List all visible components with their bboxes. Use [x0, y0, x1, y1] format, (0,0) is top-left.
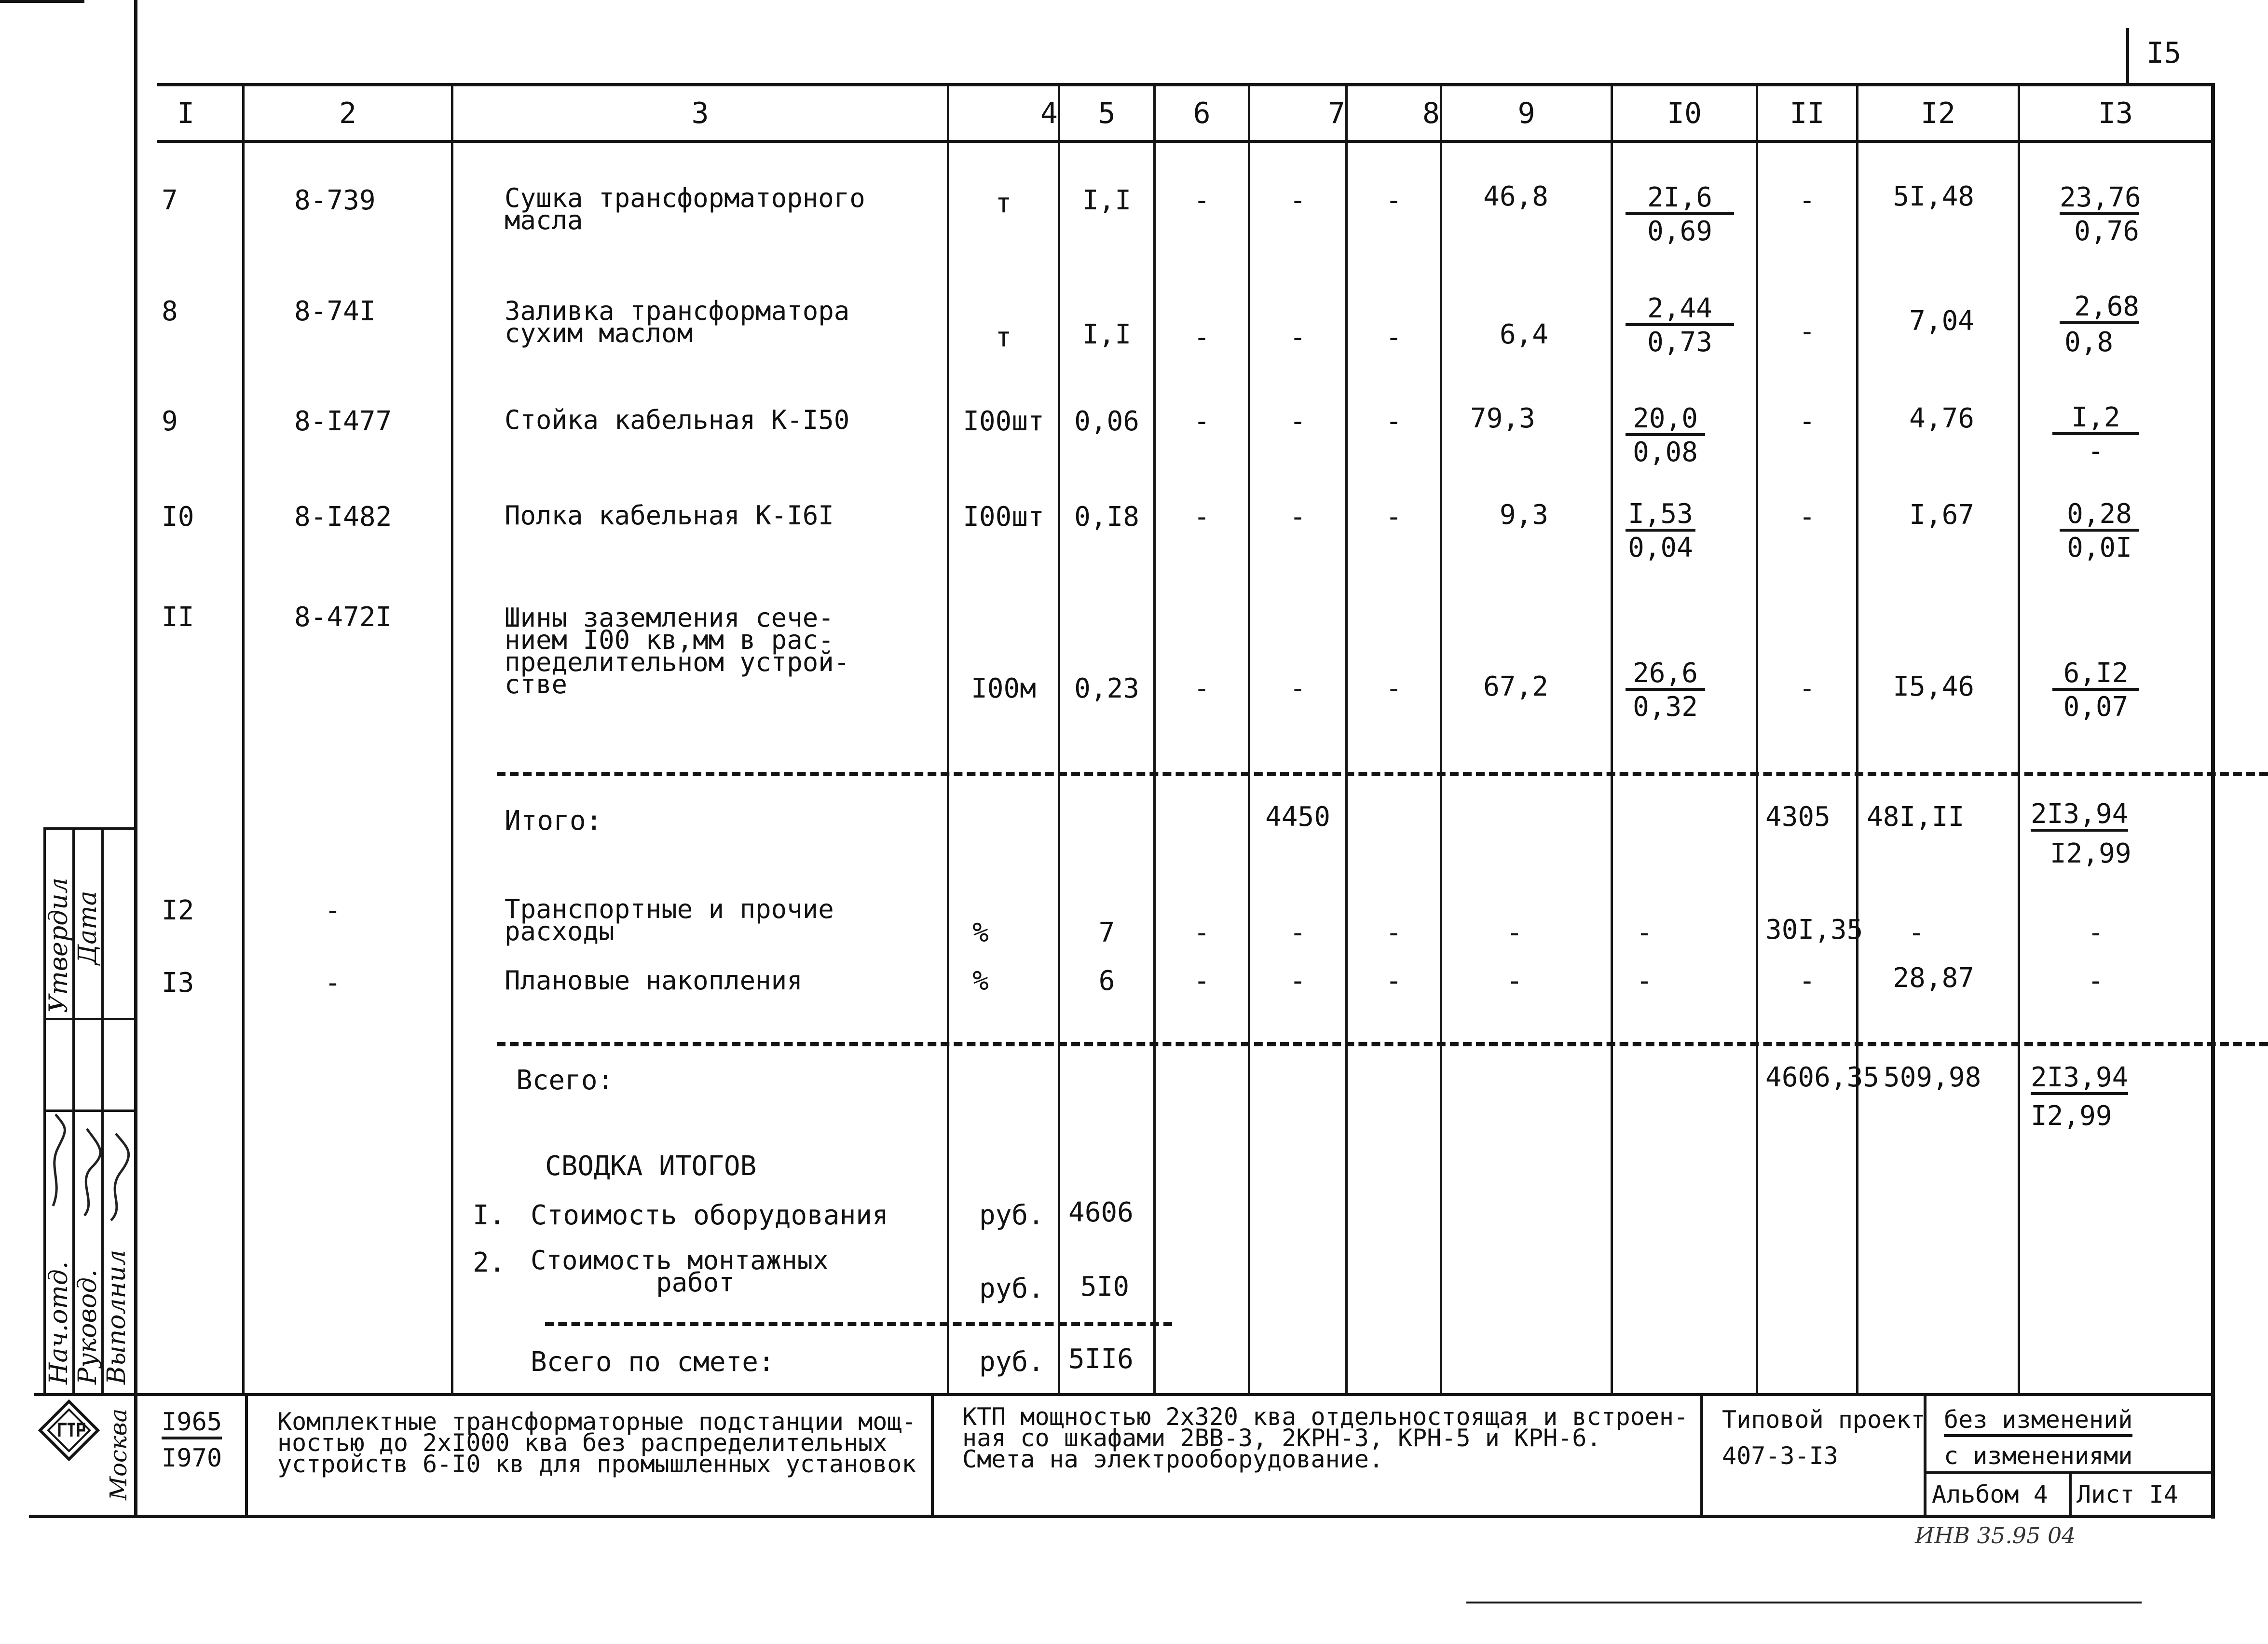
- table-row-c10-bot: 0,04: [1628, 532, 1693, 563]
- table-row-code: 8-74I: [294, 296, 376, 327]
- table-row-c6: -: [1193, 965, 1210, 997]
- table-row-num: I2: [162, 895, 194, 926]
- table-row-unit: I00шт: [963, 501, 1044, 533]
- col-sep: [2018, 85, 2020, 1393]
- table-row-c8: -: [1385, 322, 1402, 353]
- summary-item-num: 2.: [473, 1247, 506, 1278]
- table-row-c6: -: [1193, 185, 1210, 216]
- table-row-c7: -: [1289, 185, 1306, 216]
- frame-top-border: [157, 83, 2214, 86]
- table-row-c11: -: [1799, 316, 1816, 347]
- table-row-c10-bot: 0,08: [1633, 437, 1698, 468]
- table-row-num: 9: [162, 406, 178, 437]
- table-row-qty: I,I: [1082, 319, 1132, 350]
- table-row-c10-bot: 0,32: [1633, 691, 1698, 723]
- project-label: Типовой проект: [1722, 1406, 1926, 1434]
- total-label: Всего:: [516, 1065, 614, 1096]
- table-row-num: 8: [162, 296, 178, 327]
- table-row-num: I0: [162, 501, 194, 533]
- title-year-2: I970: [162, 1444, 222, 1473]
- table-row-code: -: [325, 967, 341, 999]
- table-row-c11: 30I,35: [1765, 914, 1863, 945]
- table-row-c8: -: [1385, 965, 1402, 997]
- table-row-c10-top: 20,0: [1626, 405, 1705, 436]
- col-sep: [1856, 85, 1858, 1393]
- total-c13-top: 2I3,94: [2031, 1064, 2128, 1095]
- col-sep: [1058, 85, 1060, 1393]
- sheet-number: I5: [2146, 36, 2182, 70]
- col-header-7: 7: [1327, 96, 1345, 130]
- table-row-code: 8-I477: [294, 406, 392, 437]
- table-row-c11: -: [1799, 673, 1816, 704]
- dashed-separator: [545, 1322, 1172, 1326]
- table-row-qty: 0,06: [1074, 406, 1139, 437]
- title-year-1: I965: [162, 1409, 222, 1439]
- table-row-c6: -: [1193, 673, 1210, 704]
- summary-item-value: 4606: [1068, 1197, 1134, 1228]
- subtotal-c13-bot: I2,99: [2050, 838, 2131, 869]
- col-sep: [242, 85, 245, 1393]
- table-row-c6: -: [1193, 406, 1210, 437]
- title-block-sep: [931, 1393, 934, 1518]
- inventory-footnote: ИНВ 35.95 04: [1915, 1522, 2076, 1548]
- table-row-c7: -: [1289, 965, 1306, 997]
- table-row-c7: -: [1289, 673, 1306, 704]
- table-row-c13: -: [2088, 965, 2104, 997]
- title-block-top: [34, 1393, 2215, 1396]
- subtotal-c7: 4450: [1265, 801, 1330, 833]
- table-row-c13-top: 2,68: [2060, 293, 2139, 324]
- table-row-c13-top: I,2: [2052, 404, 2139, 435]
- table-row-c13-bot: 0,76: [2074, 216, 2139, 247]
- table-row-name: Полка кабельная К-I6I: [505, 500, 834, 531]
- organization-logo: [38, 1399, 100, 1462]
- col-header-11: II: [1790, 96, 1825, 130]
- title-block-sep: [1700, 1393, 1703, 1518]
- table-row-qty: 0,23: [1074, 673, 1139, 704]
- subtotal-label: Итого:: [505, 805, 602, 836]
- dashed-separator: [497, 1042, 2268, 1046]
- signature-scribbles: [43, 1110, 135, 1380]
- table-row-c11: -: [1799, 965, 1816, 997]
- org-city: Москва: [105, 1408, 132, 1500]
- table-row-c10: -: [1636, 917, 1653, 948]
- table-row-c8: -: [1385, 406, 1402, 437]
- table-row-qty: I,I: [1082, 185, 1132, 216]
- table-row-c13-bot: 0,0I: [2067, 532, 2132, 563]
- col-header-5: 5: [1098, 96, 1116, 130]
- no-changes-label: без изменений: [1944, 1406, 2132, 1437]
- table-row-c12: 4,76: [1909, 403, 1974, 434]
- summary-item-label: Стоимость монтажных работ: [531, 1245, 829, 1298]
- table-row-c10-top: 2I,6: [1626, 184, 1734, 215]
- total-c13-bot: I2,99: [2031, 1100, 2112, 1132]
- col-header-3: 3: [691, 96, 709, 130]
- table-row-unit: I00шт: [963, 406, 1044, 437]
- album-label: Альбом 4: [1932, 1480, 2048, 1508]
- total-c11: 4606,35: [1765, 1062, 1880, 1093]
- table-row-name: Стойка кабельная К-I50: [505, 405, 850, 435]
- col-header-10: I0: [1667, 96, 1702, 130]
- table-row-c8: -: [1385, 501, 1402, 533]
- table-row-c11: -: [1799, 406, 1816, 437]
- col-sep: [1611, 85, 1613, 1393]
- summary-item-label: Стоимость оборудования: [531, 1200, 888, 1231]
- table-row-c12: I5,46: [1893, 671, 1974, 702]
- col-sep: [451, 85, 453, 1393]
- summary-title: СВОДКА ИТОГОВ: [545, 1151, 757, 1182]
- table-row-name: Заливка трансформатора сухим маслом: [505, 296, 850, 348]
- col-sep: [1153, 85, 1156, 1393]
- table-row-num: I3: [162, 967, 194, 999]
- table-row-unit: %: [972, 965, 989, 997]
- col-header-1: I: [177, 96, 195, 130]
- table-row-c6: -: [1193, 917, 1210, 948]
- title-block-bottom: [29, 1515, 2215, 1518]
- summary-grand-value: 5II6: [1068, 1343, 1134, 1375]
- table-row-num: 7: [162, 185, 178, 216]
- subtotal-c13-top: 2I3,94: [2031, 801, 2128, 832]
- table-row-name: Сушка трансформаторного масла: [505, 183, 865, 235]
- table-row-c10-bot: 0,69: [1647, 216, 1712, 247]
- col-sep: [947, 85, 949, 1393]
- table-row-c13: -: [2088, 917, 2104, 948]
- table-row-name: Транспортные и прочие расходы: [505, 894, 834, 946]
- table-row-code: 8-472I: [294, 602, 392, 633]
- summary-item-unit: руб.: [979, 1273, 1044, 1304]
- table-row-c12: -: [1908, 917, 1925, 948]
- stamp-date-header: Дата: [73, 890, 102, 965]
- dashed-separator: [497, 772, 2268, 776]
- table-row-c6: -: [1193, 501, 1210, 533]
- sheet-label: Лист I4: [2077, 1480, 2178, 1508]
- stamp-border: [46, 827, 134, 830]
- bottom-rule: [1466, 1602, 2142, 1603]
- table-row-unit: %: [972, 917, 989, 948]
- summary-grand-unit: руб.: [979, 1346, 1044, 1378]
- table-row-c9: 46,8: [1483, 181, 1548, 212]
- project-description: Комплектные трансформаторные подстанции мощ- ностью до 2хI000 ква без распределительных устройств 6-I0 кв для промышленных установок: [277, 1408, 916, 1478]
- summary-item-unit: руб.: [979, 1200, 1044, 1231]
- col-header-9: 9: [1517, 96, 1535, 130]
- frame-right-border: [2211, 83, 2215, 1519]
- table-row-c12: 5I,48: [1893, 181, 1974, 212]
- table-row-c8: -: [1385, 185, 1402, 216]
- table-row-c6: -: [1193, 322, 1210, 353]
- sheet-number-box-left: [2126, 28, 2129, 86]
- table-row-unit: I00м: [971, 673, 1036, 704]
- col-sep: [1345, 85, 1348, 1393]
- top-margin-stroke: [0, 0, 84, 3]
- table-row-name: Шины заземления сече- нием I00 кв,мм в рас- пределительном устрой- стве: [505, 603, 850, 699]
- table-row-c11: -: [1799, 501, 1816, 533]
- sheet-description: КТП мощностью 2х320 ква отдельностоящая и встроен- ная со шкафами 2ВВ-3, 2КРН-3, КРН-5 и КРН-6. Смета на электрооборудование.: [962, 1403, 1689, 1473]
- table-row-c10-top: 2,44: [1626, 295, 1734, 326]
- table-row-name: Плановые накопления: [505, 965, 803, 996]
- subtotal-c11: 4305: [1765, 801, 1831, 833]
- table-row-c7: -: [1289, 322, 1306, 353]
- table-row-c8: -: [1385, 673, 1402, 704]
- table-row-c13-top: 23,76: [2060, 184, 2139, 215]
- table-row-code: -: [325, 895, 341, 926]
- col-header-13: I3: [2098, 96, 2133, 130]
- table-row-c13-bot: 0,07: [2063, 691, 2129, 723]
- stamp-role: Нач.отд.: [44, 1261, 73, 1384]
- title-block-sep: [2069, 1471, 2072, 1517]
- table-row-c7: -: [1289, 406, 1306, 437]
- col-header-8: 8: [1422, 96, 1440, 130]
- table-row-unit: т: [995, 188, 1012, 219]
- table-row-c9: 67,2: [1483, 671, 1548, 702]
- title-block-sep: [245, 1393, 248, 1518]
- table-row-unit: т: [995, 322, 1012, 353]
- table-row-c12: I,67: [1909, 499, 1974, 531]
- table-row-code: 8-739: [294, 185, 376, 216]
- col-header-12: I2: [1920, 96, 1956, 130]
- table-row-c10-bot: 0,73: [1647, 327, 1712, 358]
- table-row-c10: -: [1636, 965, 1653, 997]
- with-changes-label: с изменениями: [1944, 1442, 2133, 1470]
- table-row-qty: 7: [1098, 917, 1115, 948]
- col-header-4: 4: [1040, 96, 1058, 130]
- summary-item-num: I.: [473, 1200, 506, 1231]
- subtotal-c12: 48I,II: [1867, 801, 1965, 833]
- project-code: 407-3-I3: [1722, 1442, 1838, 1470]
- table-row-c10-top: 26,6: [1626, 660, 1705, 691]
- table-row-c9: 79,3: [1470, 403, 1535, 434]
- table-row-c13-top: 0,28: [2060, 501, 2139, 532]
- table-row-c8: -: [1385, 917, 1402, 948]
- table-row-c13-bot: -: [2088, 436, 2104, 467]
- table-row-c7: -: [1289, 917, 1306, 948]
- col-sep: [1756, 85, 1758, 1393]
- stamp-approved-header: Утвердил: [44, 877, 73, 1013]
- summary-grand-label: Всего по смете:: [531, 1346, 775, 1378]
- stamp-role: Выполнил: [102, 1249, 131, 1384]
- table-row-c9: -: [1506, 965, 1523, 997]
- title-block-sep: [134, 1393, 137, 1518]
- col-header-6: 6: [1193, 96, 1211, 130]
- table-row-c9: 9,3: [1499, 499, 1548, 531]
- table-row-c9: 6,4: [1499, 319, 1548, 350]
- table-row-qty: 6: [1098, 965, 1115, 997]
- table-row-c13-top: 6,I2: [2052, 660, 2139, 691]
- col-sep: [1248, 85, 1250, 1393]
- table-row-qty: 0,I8: [1074, 501, 1139, 533]
- col-sep: [1440, 85, 1442, 1393]
- table-row-c9: -: [1506, 917, 1523, 948]
- total-c12: 509,98: [1884, 1062, 1981, 1093]
- table-row-c12: 7,04: [1909, 305, 1974, 337]
- table-row-code: 8-I482: [294, 501, 392, 533]
- table-row-c13-bot: 0,8: [2064, 327, 2114, 358]
- col-header-2: 2: [339, 96, 357, 130]
- table-row-c10-top: I,53: [1626, 501, 1695, 532]
- table-row-c12: 28,87: [1893, 962, 1974, 994]
- table-row-num: II: [162, 602, 194, 633]
- summary-item-value: 5I0: [1080, 1271, 1130, 1302]
- stamp-border: [46, 1018, 134, 1020]
- table-row-c11: -: [1799, 185, 1816, 216]
- stamp-role: Руковод.: [73, 1269, 102, 1384]
- table-row-c7: -: [1289, 501, 1306, 533]
- header-bottom-border: [157, 140, 2214, 143]
